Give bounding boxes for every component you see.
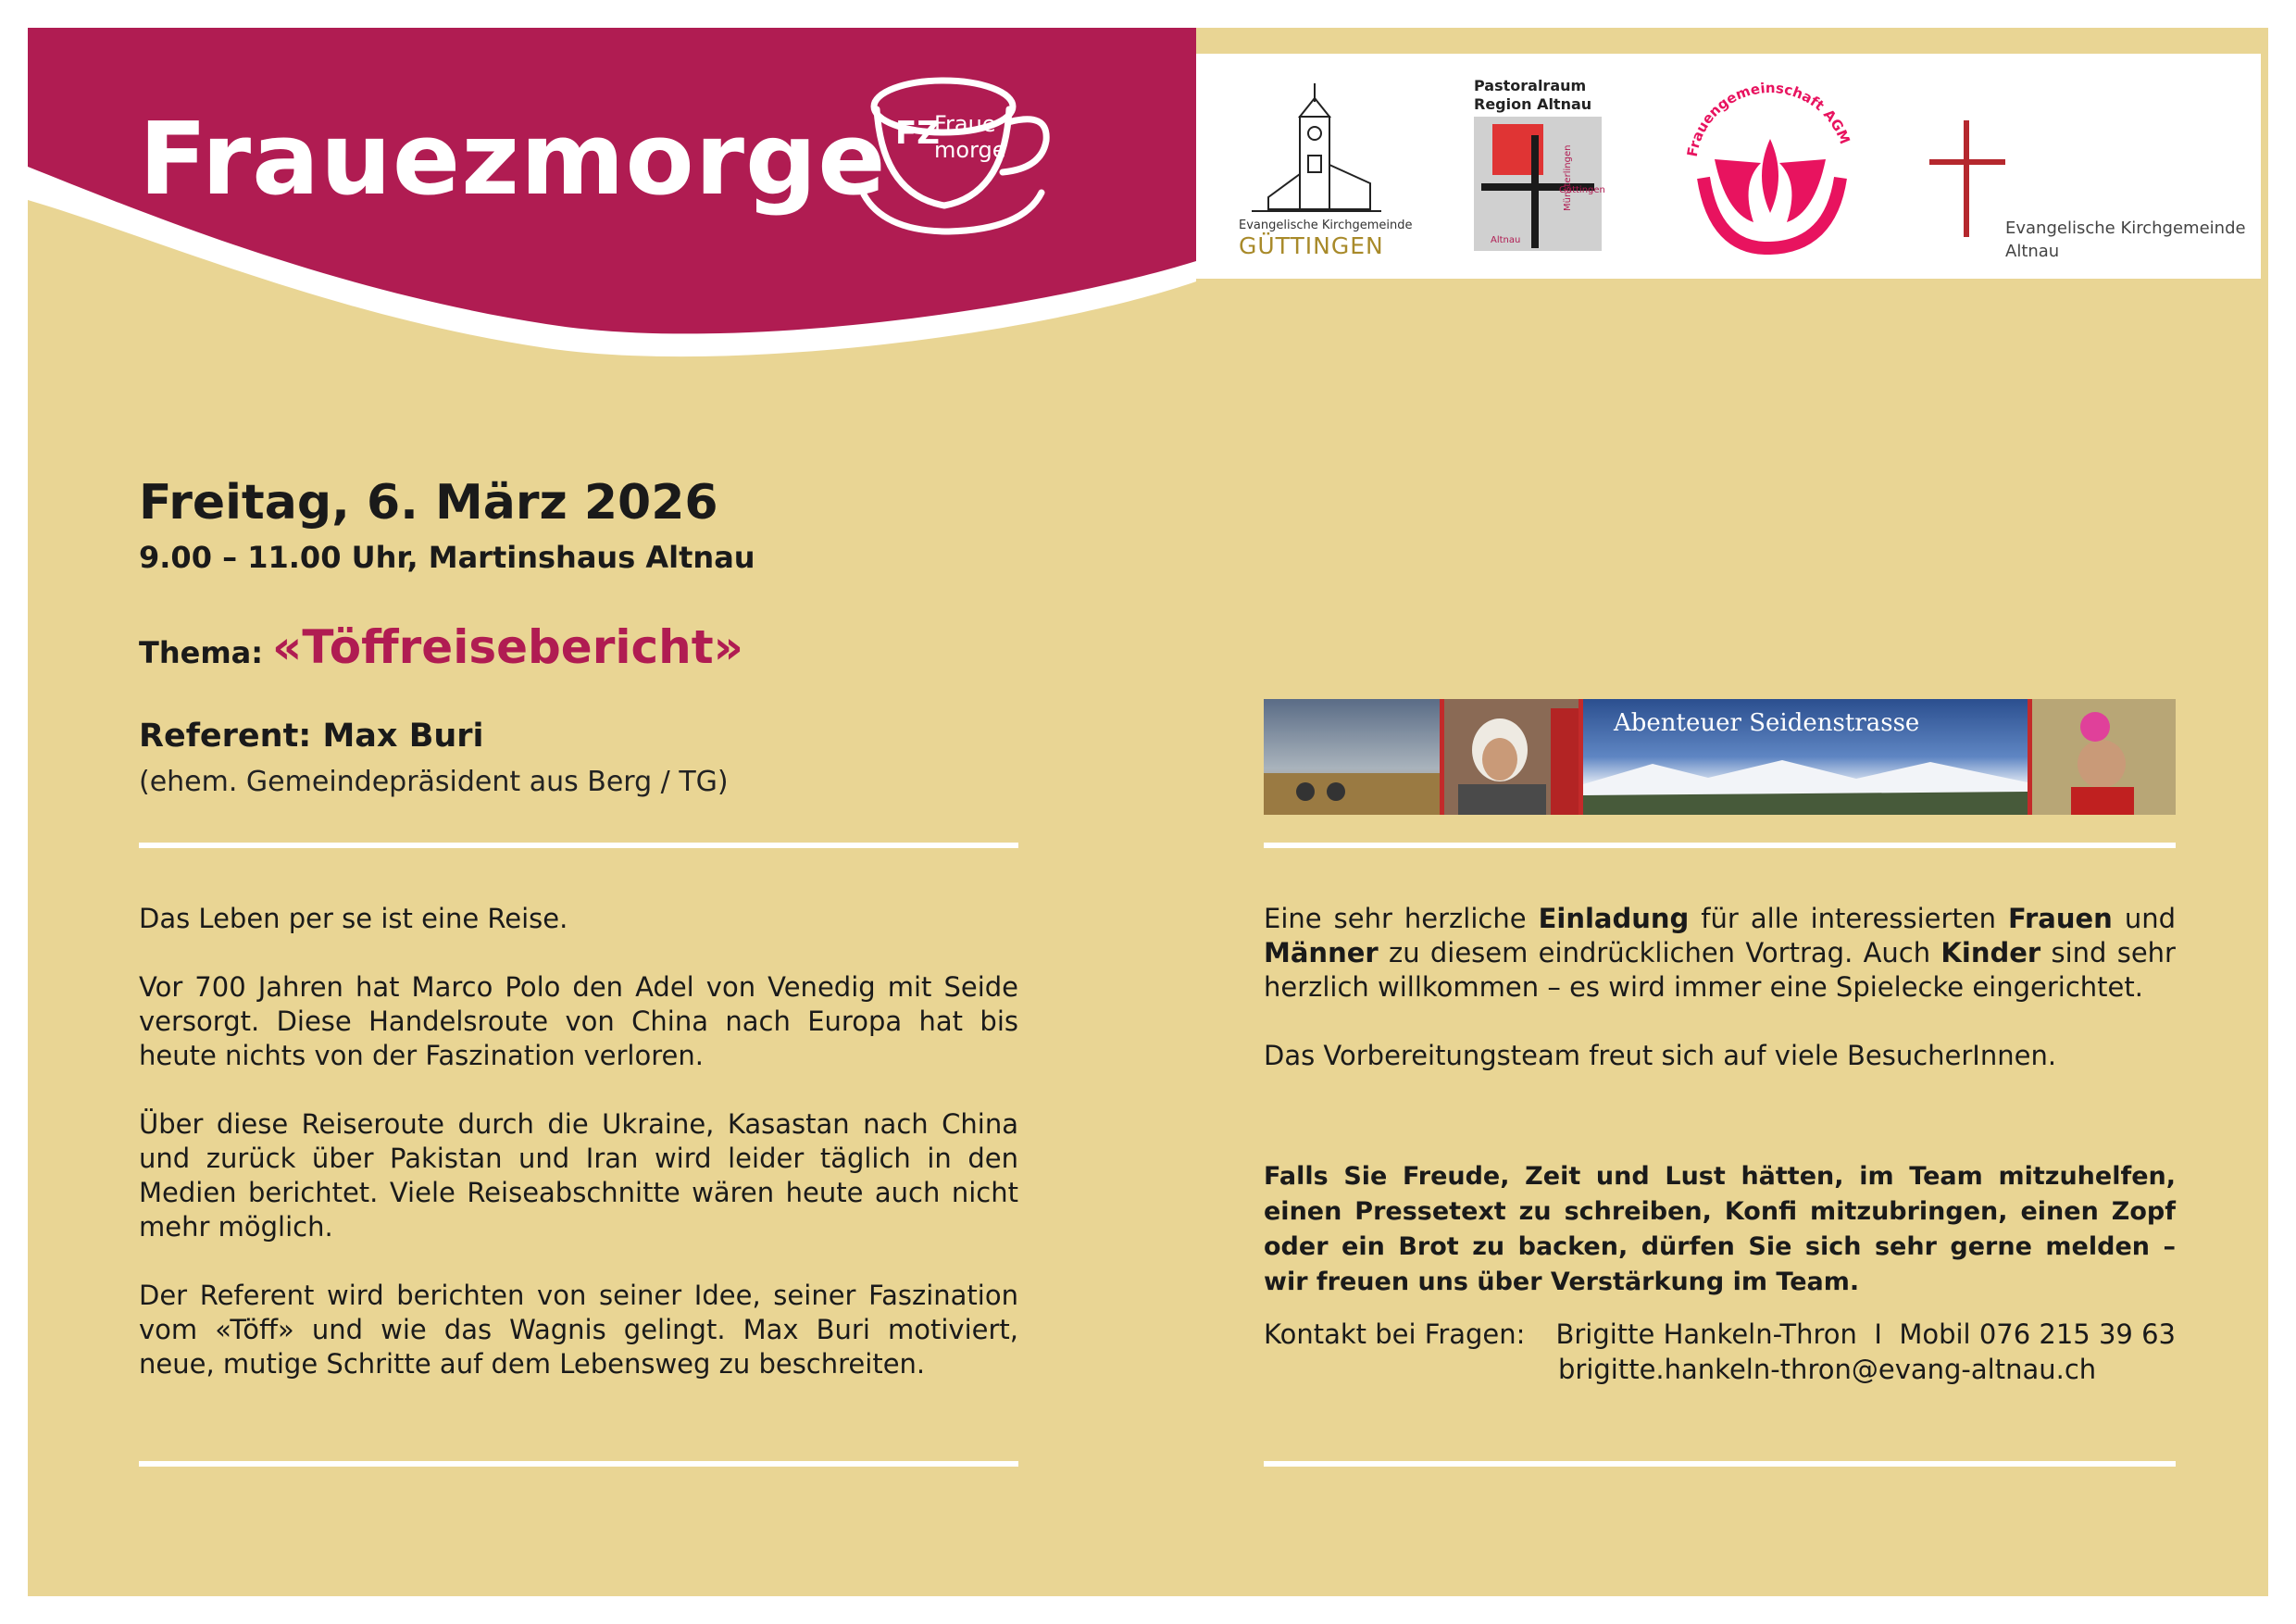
invitation-part: zu diesem eindrücklichen Vortrag. Auch [1378, 937, 1941, 968]
contact-label: Kontakt bei Fragen: [1264, 1318, 1526, 1350]
description-paragraph-2: Vor 700 Jahren hat Marco Polo den Adel von Venedig mit Seide versorgt. Diese Handelsroute von China nach Europa hat bis heute nichts von der Faszination verloren. [139, 971, 1018, 1071]
church-icon [1252, 81, 1381, 216]
invitation-bold-einladung: Einladung [1538, 903, 1690, 934]
invitation-text [1264, 902, 2176, 1073]
poster [28, 28, 2268, 1596]
pastoral-cross-icon [1474, 117, 1602, 251]
women-community-logo-icon [1678, 74, 1863, 259]
contact-person: Brigitte Hankeln-Thron I Mobil 076 215 39 63 [1555, 1318, 2176, 1350]
pastoral-logo-side1: Güttingen [1559, 185, 1605, 195]
speaker-note: (ehem. Gemeindepräsident aus Berg / TG) [139, 766, 729, 798]
invitation-bold-maenner: Männer [1264, 937, 1379, 968]
invitation-bold-kinder: Kinder [1940, 937, 2041, 968]
description-paragraph-3: Über diese Reiseroute durch die Ukraine, Kasastan nach China und zurück über Pakistan und Iran wird leider täglich in den Medien berichtet. Viele Reiseabschnitte wären heute auch nicht mehr möglich. [139, 1108, 1018, 1243]
main-title: Frauezmorge [139, 102, 887, 218]
invitation-part: für alle interessierten [1689, 903, 2008, 934]
cup-initials: FZ [895, 115, 940, 152]
speaker-name: Referent: Max Buri [139, 718, 484, 755]
altnau-cross-icon [1928, 120, 2011, 241]
invitation-paragraph [1264, 902, 2176, 1005]
team-paragraph: Das Vorbereitungsteam freut sich auf viele BesucherInnen. [1264, 1040, 2057, 1071]
coffee-cup-icon [856, 56, 1069, 241]
description-text [139, 902, 1018, 1381]
help-request-text: Falls Sie Freude, Zeit und Lust hätten, im Team mitzuhelfen, einen Pressetext zu schreiben, Konfi mitzubringen, einen Zopf oder ein Brot zu backen, dürfen Sie sich sehr gerne melden – wir freuen uns über Verstärkung im Team. [1264, 1162, 2176, 1296]
invitation-part: Eine sehr herzliche [1264, 903, 1539, 934]
contact-email[interactable]: brigitte.hankeln-thron@evang-altnau.ch [1558, 1354, 2097, 1385]
pastoral-logo-side2: Münsterlingen [1563, 144, 1573, 211]
pastoral-logo-line1: Pastoralraum [1474, 77, 1587, 94]
theme-value: «Töffreisebericht» [272, 620, 743, 674]
guettingen-logo-line2: GÜTTINGEN [1239, 232, 1384, 259]
theme-label: Thema: [139, 635, 264, 670]
invitation-bold-frauen: Frauen [2008, 903, 2113, 934]
event-date: Freitag, 6. März 2026 [139, 475, 718, 531]
event-theme [139, 620, 1018, 674]
cup-text-2: morge [934, 137, 1006, 163]
agm-logo-arc-text: Frauengemeinschaft AGM [1683, 79, 1853, 158]
banner-caption: Abenteuer Seidenstrasse [1614, 709, 1920, 737]
altnau-logo-line2: Altnau [2005, 242, 2060, 261]
contact-block [1264, 1317, 2176, 1387]
cup-text-1: Fraue [934, 111, 996, 137]
event-time-place: 9.00 – 11.00 Uhr, Martinshaus Altnau [139, 540, 755, 575]
partner-logo-strip [1196, 54, 2261, 279]
divider-left-top [139, 843, 1018, 848]
pastoral-logo-bottom: Altnau [1491, 235, 1521, 245]
divider-left-bottom [139, 1461, 1018, 1467]
invitation-part: und [2112, 903, 2176, 934]
description-paragraph-4: Der Referent wird berichten von seiner Idee, seiner Faszination vom «Töff» und wie das Wagnis gelingt. Max Buri motiviert, neue, mutige Schritte auf dem Lebensweg zu beschreiten. [139, 1280, 1018, 1380]
contact-row-1 [1264, 1317, 2176, 1352]
divider-right-bottom [1264, 1461, 2176, 1467]
guettingen-logo-line1: Evangelische Kirchgemeinde [1239, 219, 1413, 232]
altnau-logo-line1: Evangelische Kirchgemeinde [2005, 219, 2246, 238]
pastoral-logo-line2: Region Altnau [1474, 95, 1592, 113]
silk-road-banner [1264, 699, 2176, 815]
divider-right-top [1264, 843, 2176, 848]
description-paragraph-1: Das Leben per se ist eine Reise. [139, 903, 568, 934]
invitation-part: sind sehr herzlich willkommen – es wird immer eine Spielecke eingerichtet. [1264, 937, 2176, 1003]
